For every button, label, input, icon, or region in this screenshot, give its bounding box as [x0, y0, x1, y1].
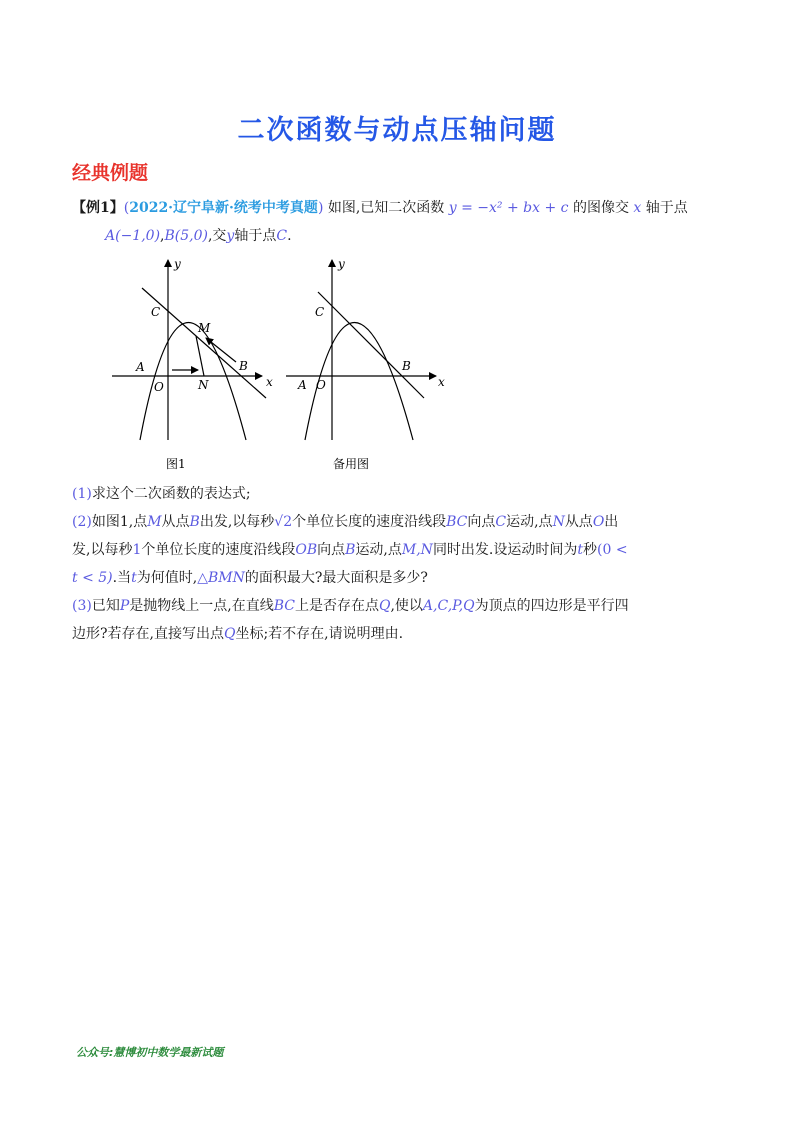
page-title: 二次函数与动点压轴问题: [237, 115, 557, 146]
intro-text-3: 轴于点: [645, 200, 688, 216]
q2-number: (2): [72, 514, 92, 530]
q2-text: 个单位长度的速度沿线段: [292, 514, 447, 530]
fig1-label-o: O: [154, 380, 164, 394]
q2-text: 从点: [161, 514, 190, 530]
question-3-line-2: [72, 624, 732, 644]
fig1-label-n: N: [198, 378, 209, 392]
q2-t: t: [577, 542, 584, 558]
q1-text: 求这个二次函数的表达式;: [91, 486, 251, 502]
figure-2: [286, 260, 436, 440]
q2-ob: OB: [295, 542, 318, 558]
q2-text: 秒: [583, 542, 598, 558]
q2-text: 如图1,点: [91, 514, 148, 530]
question-2-line-3: [72, 568, 732, 588]
q2-b: B: [189, 514, 200, 530]
question-2-line-1: [72, 512, 732, 532]
point-b: B(5,0): [164, 228, 208, 244]
figure-1: [112, 260, 266, 440]
q2-text: 从点: [564, 514, 593, 530]
q2-text: 向点: [317, 542, 346, 558]
q2-m: M: [147, 514, 162, 530]
function-expression: y = −x² + bx + c: [448, 200, 569, 216]
intro-text-5: 轴于点: [234, 228, 277, 244]
point-c: C: [276, 228, 288, 244]
question-1: [72, 484, 732, 504]
y-variable: y: [226, 228, 235, 244]
q2-text: 出发,以每秒: [199, 514, 275, 530]
q2-text: 为何值时,: [136, 570, 198, 586]
q3-text: 已知: [91, 598, 120, 614]
q3-p: P: [119, 598, 130, 614]
example-source: 2022·辽宁阜新·统考中考真题: [129, 200, 318, 216]
q2-n: N: [552, 514, 565, 530]
fig2-label-x: x: [438, 375, 445, 389]
q3-text: ,使以: [390, 598, 423, 614]
fig1-label-b: B: [239, 359, 248, 373]
intro-text-2: 的图像交: [572, 200, 629, 216]
q2-mn: M,N: [401, 542, 433, 558]
fig1-label-a: A: [136, 360, 145, 374]
q3-bc: BC: [273, 598, 295, 614]
example-line-1: [72, 198, 732, 218]
question-2-line-2: [72, 540, 732, 560]
fig2-label-o: O: [316, 378, 326, 392]
q2-triangle: △BMN: [197, 570, 245, 586]
q3-number: (3): [72, 598, 92, 614]
q2-text: 向点: [467, 514, 496, 530]
q2-range-start: (0 <: [597, 542, 628, 558]
fig2-label-y: y: [338, 257, 345, 271]
fig1-label-x: x: [266, 375, 273, 389]
q2-text: 发,以每秒: [72, 542, 133, 558]
fig2-label-a: A: [298, 378, 307, 392]
question-3-line-1: [72, 596, 732, 616]
q3-text: 为顶点的四边形是平行四: [474, 598, 629, 614]
x-variable: x: [633, 200, 642, 216]
q2-text: 个单位长度的速度沿线段: [141, 542, 296, 558]
q2-one: 1: [132, 542, 142, 558]
example-line-2: [105, 226, 765, 246]
fig1-caption: 图1: [166, 457, 186, 471]
fig1-label-y: y: [174, 257, 181, 271]
section-heading: 经典例题: [72, 162, 149, 184]
fig1-label-c: C: [151, 305, 161, 319]
q3-text: 边形?若存在,直接写出点: [72, 626, 224, 642]
fig2-label-c: C: [315, 305, 325, 319]
fig1-label-m: M: [198, 321, 211, 335]
q2-bc: BC: [446, 514, 468, 530]
intro-text-4: ,交: [207, 228, 227, 244]
fig2-caption: 备用图: [333, 457, 370, 471]
q3-q: Q: [378, 598, 391, 614]
q2-text: 的面积最大?最大面积是多少?: [244, 570, 428, 586]
q2-o: O: [592, 514, 605, 530]
source-open-paren: (: [123, 200, 130, 216]
q3-q2: Q: [223, 626, 236, 642]
point-a: A(−1,0): [105, 228, 161, 244]
q2-range-end: t < 5): [72, 570, 113, 586]
period: .: [287, 228, 292, 244]
q2-text: 运动,点: [355, 542, 402, 558]
fig2-label-b: B: [402, 359, 411, 373]
q3-points: A,C,P,Q: [422, 598, 475, 614]
q2-text: 同时出发.设运动时间为: [432, 542, 578, 558]
figures: [0, 250, 794, 510]
footer-watermark: 公众号:慧博初中数学最新试题: [76, 1046, 224, 1059]
q2-t2: t: [131, 570, 137, 586]
source-close-paren: ): [317, 200, 324, 216]
q2-text: 出: [604, 514, 619, 530]
q2-text: 运动,点: [506, 514, 553, 530]
q2-sqrt2: √2: [274, 514, 293, 530]
example-tag: 【例1】: [72, 200, 124, 216]
q3-text: 是抛物线上一点,在直线: [129, 598, 274, 614]
q3-text: 坐标;若不存在,请说明理由.: [235, 626, 404, 642]
q2-b2: B: [345, 542, 356, 558]
fig2-line-bc: [318, 292, 424, 398]
q3-text: 上是否存在点: [294, 598, 379, 614]
q2-c: C: [495, 514, 507, 530]
comma: ,: [160, 228, 165, 244]
intro-text: 如图,已知二次函数: [327, 200, 445, 216]
q2-text: .当: [112, 570, 132, 586]
q1-number: (1): [72, 486, 92, 502]
